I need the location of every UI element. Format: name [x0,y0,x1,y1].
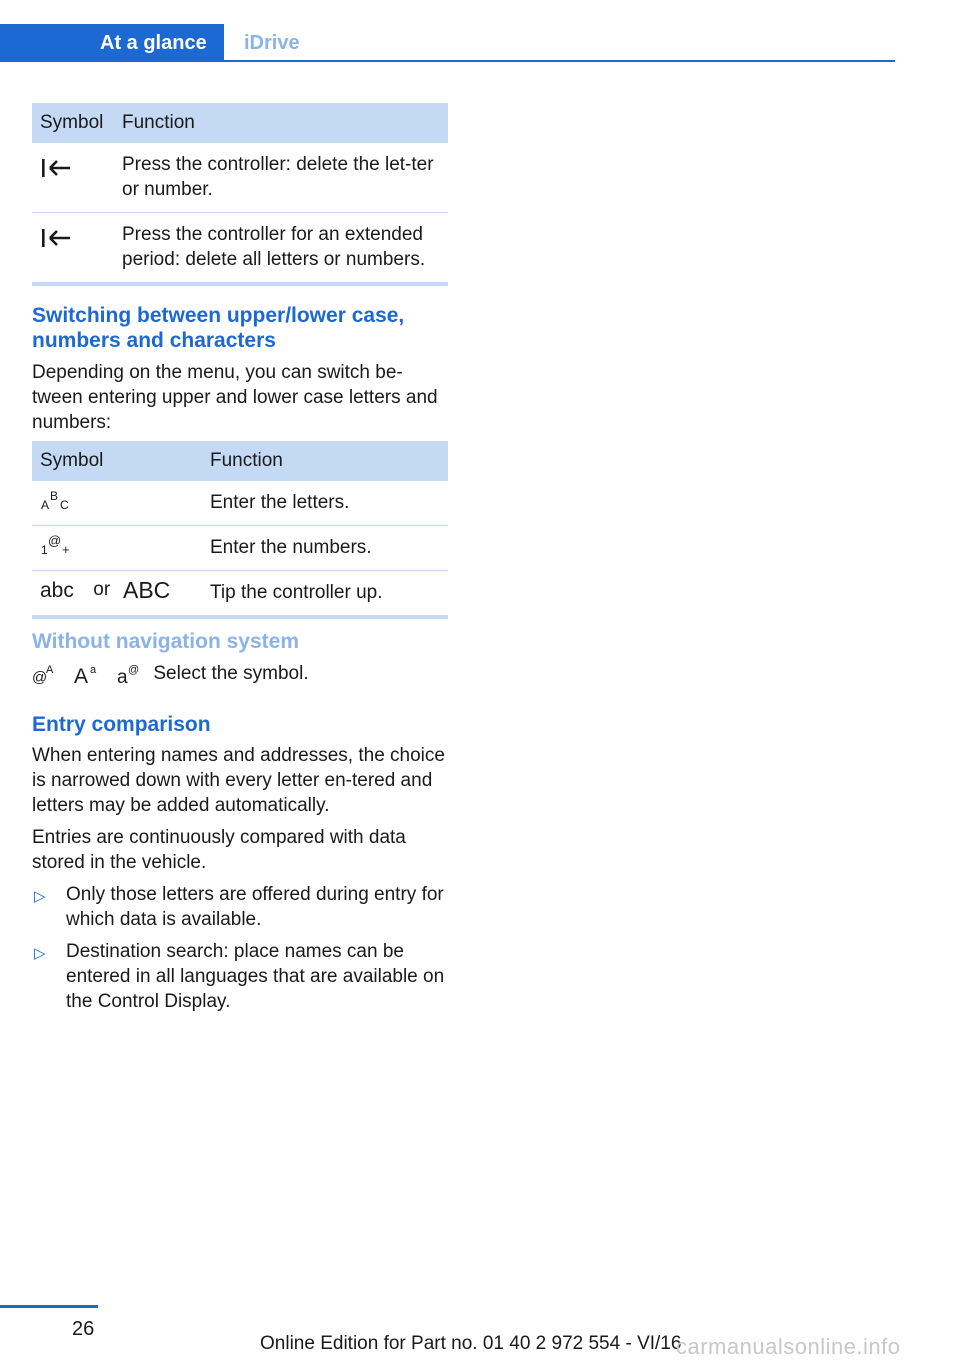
delete-arrow-icon [40,227,72,249]
svg-text:A: A [41,498,50,512]
header-rule [0,60,895,62]
header-tabs [0,24,895,62]
svg-text:@: @ [32,669,48,686]
at-uppercase-icon [32,662,60,686]
table-row [32,526,448,571]
svg-text:A: A [74,665,89,686]
select-symbol-text: Select the symbol. [153,663,309,684]
switching-section [32,303,448,435]
numbers-symbols-icon [40,532,74,558]
entry-comparison-section [32,712,448,1021]
bullet-triangle-icon: ▷ [34,888,46,905]
table-header-function: Function [122,112,195,133]
svg-text:a: a [116,667,128,686]
table-cell-function: Press the controller: delete the let-ter or number. [114,143,448,213]
list-item-text: Destination search: place names can be entered in all languages that are available on the Control Display. [66,941,445,1012]
section-heading-entry: Entry comparison [32,713,211,736]
svg-text:abc: abc [40,578,74,602]
list-item-text: Only those letters are offered during entry for which data is available. [66,884,444,930]
bullet-triangle-icon: ▷ [34,945,46,962]
svg-text:+: + [62,542,70,557]
delete-arrow-icon [40,157,72,179]
svg-text:C: C [60,498,69,512]
entry-paragraph-1: When entering names and addresses, the choice is narrowed down with every letter en-tered and letters may be added automatically. [32,745,445,816]
svg-text:a: a [90,664,97,676]
table-row [32,143,448,213]
delete-symbol-table [32,103,448,286]
footer-rule [0,1305,98,1308]
tab-at-a-glance[interactable]: At a glance [0,24,224,62]
uppercase-lowercase-icon [74,662,102,686]
abc-letters-icon [40,487,74,513]
table-row [32,481,448,526]
switching-body: Depending on the menu, you can switch be-tween entering upper and lower case letters and numbers: [32,362,438,433]
svg-text:@: @ [48,533,62,548]
svg-text:A: A [46,664,54,676]
no-nav-section [32,629,448,688]
table-header-function: Function [210,450,283,471]
svg-text:B: B [50,489,59,503]
entry-bullet-list [32,882,448,1014]
tab-idrive[interactable]: iDrive [244,32,300,54]
table-cell-function: Enter the letters. [202,481,448,526]
table-cell-function: Tip the controller up. [202,571,448,618]
table-header-symbol: Symbol [40,450,104,471]
table-row [32,213,448,285]
section-heading-switching: Switching between upper/lower case, numbers and characters [32,304,405,352]
edition-text: Online Edition for Part no. 01 40 2 972 554 - VI/16 [260,1333,682,1354]
list-item [32,882,448,932]
table-header-symbol: Symbol [40,112,104,133]
lowercase-at-icon [117,662,145,686]
entry-paragraph-2: Entries are continuously compared with data stored in the vehicle. [32,827,406,873]
table-cell-function: Enter the numbers. [202,526,448,571]
svg-text:@: @ [127,664,140,676]
table-row [32,571,448,618]
abc-lowercase-icon [40,578,82,602]
table-cell-function: Press the controller for an extended period: delete all letters or numbers. [114,213,448,285]
or-label: or [93,579,111,601]
list-item [32,939,448,1014]
svg-text:ABC: ABC [123,577,171,602]
abc-uppercase-icon [123,578,173,602]
svg-text:1: 1 [41,543,48,557]
page-number: 26 [72,1318,95,1340]
watermark: carmanualsonline.info [676,1334,901,1359]
case-symbol-table [32,441,448,619]
section-heading-no-nav: Without navigation system [32,630,300,653]
